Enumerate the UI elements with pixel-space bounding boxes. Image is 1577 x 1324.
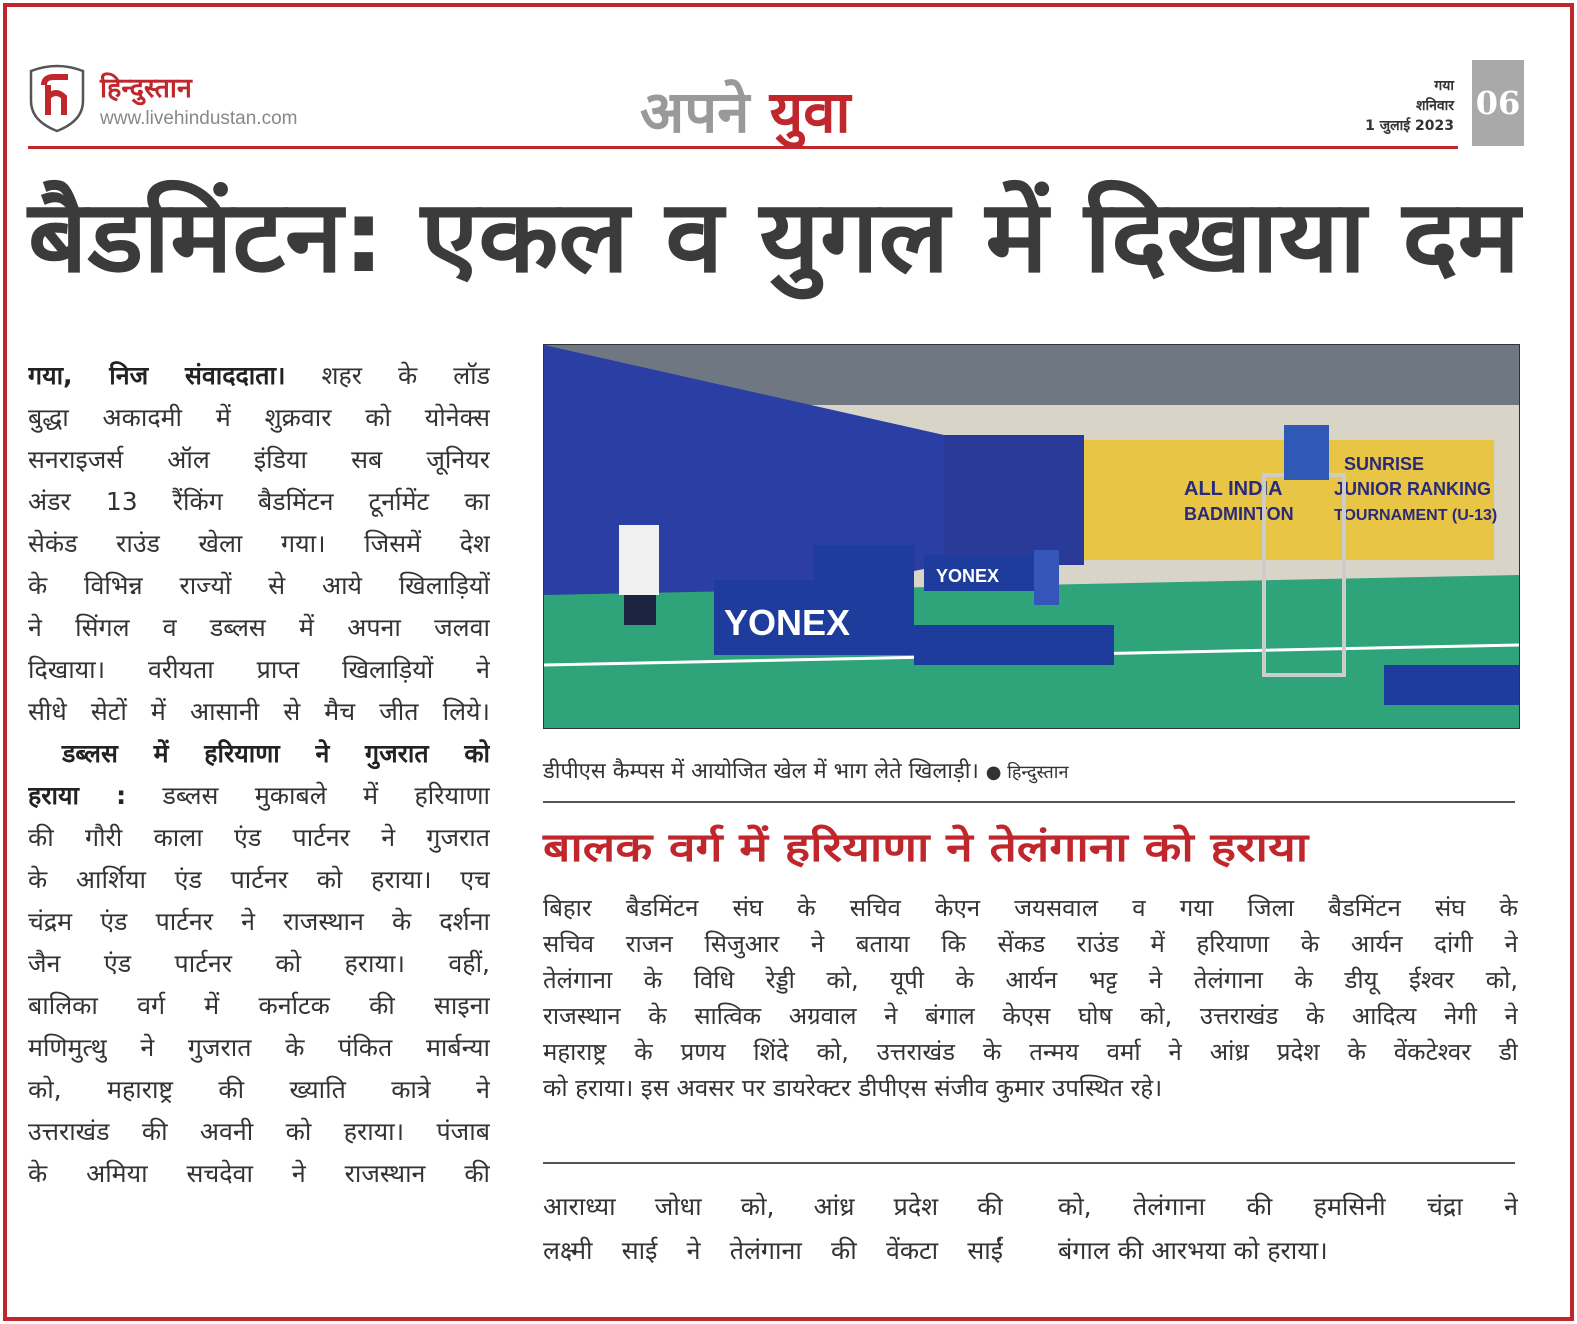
text-line: मणिमुत्थु ने गुजरात के पंकित मार्बन्या bbox=[28, 1033, 490, 1062]
text-line: दिखाया। वरीयता प्राप्त खिलाड़ियों ने bbox=[28, 655, 490, 684]
text-line: लक्ष्मी साई ने तेलंगाना की वेंकटा साईं bbox=[543, 1236, 1003, 1265]
text-line: की गौरी काला एंड पार्टनर ने गुजरात bbox=[28, 823, 490, 852]
website-url: www.livehindustan.com bbox=[100, 108, 298, 129]
text-line: को, महाराष्ट्र की ख्याति कात्रे ने bbox=[28, 1075, 490, 1104]
subheadline: बालक वर्ग में हरियाणा ने तेलंगाना को हराया bbox=[543, 825, 1309, 871]
bottom-column-1 bbox=[543, 1185, 1003, 1273]
subhead-text: हराया : bbox=[28, 781, 127, 810]
text-line: चंद्रम एंड पार्टनर ने राजस्थान के दर्शना bbox=[28, 907, 490, 936]
dateline: गया, निज संवाददाता। bbox=[28, 361, 286, 390]
banner-text: JUNIOR RANKING bbox=[1334, 479, 1492, 499]
board-text: YONEX bbox=[724, 602, 851, 643]
edition-city: गया bbox=[1434, 78, 1454, 94]
text-line: ने सिंगल व डब्लस में अपना जलवा bbox=[28, 613, 490, 642]
dateline-block bbox=[1365, 76, 1454, 136]
text-span: डब्लस मुकाबले में हरियाणा bbox=[126, 781, 490, 810]
text-line: तेलंगाना के विधि रेड्डी को, यूपी के आर्यन भट्ट ने तेलंगाना के डीयू ईश्वर को, bbox=[543, 966, 1518, 994]
caption-text: डीपीएस कैम्पस में आयोजित खेल में भाग लेते खिलाड़ी। bbox=[543, 759, 979, 784]
text-line: सचिव राजन सिजुआर ने बताया कि सेंकड राउंड में हरियाणा के आर्यन दांगी ने bbox=[543, 930, 1518, 958]
text-line: बुद्धा अकादमी में शुक्रवार को योनेक्स bbox=[28, 403, 490, 432]
text-line: सीधे सेटों में आसानी से मैच जीत लिये। bbox=[28, 697, 490, 726]
section-prefix: अपने bbox=[640, 78, 750, 146]
photo-caption bbox=[543, 755, 1068, 785]
text-line: के विभिन्न राज्यों से आये खिलाड़ियों bbox=[28, 571, 490, 600]
text-line: सेकंड राउंड खेला गया। जिसमें देश bbox=[28, 529, 490, 558]
section-title bbox=[640, 70, 851, 149]
text-line: बिहार बैडमिंटन संघ के सचिव केएन जयसवाल व गया जिला बैडमिंटन संघ के bbox=[543, 894, 1518, 922]
text-line: अंडर 13 रैंकिंग बैडमिंटन टूर्नामेंट का bbox=[28, 487, 490, 516]
text-line: राजस्थान के सात्विक अग्रवाल ने बंगाल केएस घोष को, उत्तराखंड के आदित्य नेगी ने bbox=[543, 1002, 1518, 1030]
divider bbox=[543, 801, 1515, 803]
text-line: के अमिया सचदेवा ने राजस्थान की bbox=[28, 1159, 490, 1188]
bottom-column-2 bbox=[1058, 1185, 1518, 1273]
hindustan-logo bbox=[28, 63, 86, 133]
text-line: सनराइजर्स ऑल इंडिया सब जूनियर bbox=[28, 445, 490, 474]
text-line bbox=[28, 775, 490, 817]
news-photo bbox=[543, 344, 1520, 729]
banner-text: TOURNAMENT (U-13) bbox=[1334, 507, 1498, 524]
text-line: जैन एंड पार्टनर को हराया। वहीं, bbox=[28, 949, 490, 978]
brand-name: हिन्दुस्तान bbox=[100, 73, 192, 104]
section-accent: युवा bbox=[769, 78, 851, 146]
text-line: को हराया। इस अवसर पर डायरेक्टर डीपीएस संजीव कुमार उपस्थित रहे। bbox=[543, 1074, 1163, 1102]
text-span: शहर के लॉड bbox=[285, 361, 490, 390]
badminton-court-photo bbox=[544, 345, 1519, 728]
text-line: उत्तराखंड की अवनी को हराया। पंजाब bbox=[28, 1117, 490, 1146]
text-line: बंगाल की आरभया को हराया। bbox=[1058, 1236, 1328, 1265]
photo-credit: ● हिन्दुस्तान bbox=[985, 762, 1069, 783]
board-text: YONEX bbox=[936, 566, 1000, 586]
page-number: 06 bbox=[1472, 60, 1524, 146]
text-line: को, तेलंगाना की हमसिनी चंद्रा ने bbox=[1058, 1192, 1518, 1221]
text-line: महाराष्ट्र के प्रणय शिंदे को, उत्तराखंड के तन्मय वर्मा ने आंध्र प्रदेश के वेंकटेश्वर डी bbox=[543, 1038, 1518, 1066]
text-line: के आर्शिया एंड पार्टनर को हराया। एच bbox=[28, 865, 490, 894]
text-line: बालिका वर्ग में कर्नाटक की साइना bbox=[28, 991, 490, 1020]
left-column bbox=[28, 355, 490, 1195]
body-text bbox=[543, 890, 1518, 1106]
text-line: आराध्या जोधा को, आंध्र प्रदेश की bbox=[543, 1192, 1003, 1221]
inline-subhead bbox=[28, 733, 490, 775]
banner-text: ALL INDIA bbox=[1184, 478, 1283, 500]
banner-text: SUNRISE bbox=[1344, 454, 1425, 474]
subhead-text: डब्लस में हरियाणा ने गुजरात को bbox=[62, 739, 490, 768]
banner-text: BADMINTON bbox=[1184, 504, 1294, 524]
edition-day: शनिवार bbox=[1415, 98, 1454, 114]
edition-date: 1 जुलाई 2023 bbox=[1365, 118, 1454, 134]
text-line bbox=[28, 355, 490, 397]
headline: बैडमिंटन: एकल व युगल में दिखाया दम bbox=[28, 178, 1520, 295]
divider bbox=[543, 1162, 1515, 1164]
